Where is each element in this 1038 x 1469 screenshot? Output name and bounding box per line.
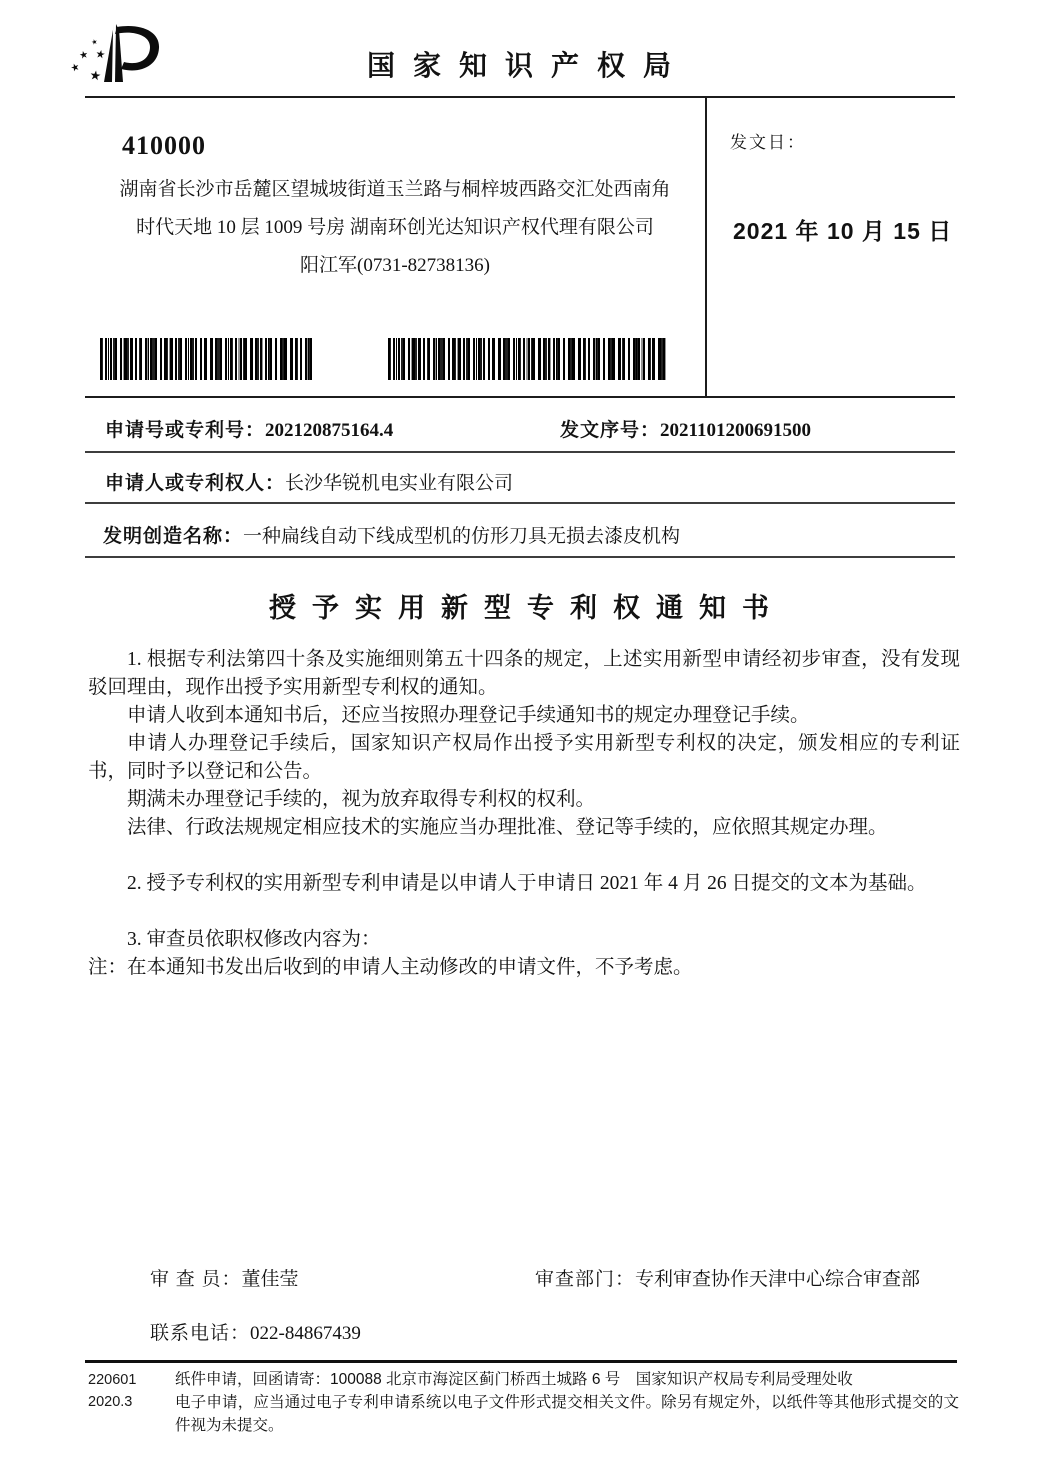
issue-date-label: 发文日： (730, 133, 806, 152)
body-paragraph-6: 2. 授予专利权的实用新型专利申请是以申请人于申请日 2021 年 4 月 26 日提交的文本为基础。 (127, 873, 927, 894)
address-line-1: 湖南省长沙市岳麓区望城坡街道玉兰路与桐梓坡西路交汇处西南角 (119, 179, 671, 200)
application-number-field (105, 415, 393, 442)
contact-phone-field (150, 1318, 361, 1345)
body-paragraph-7: 3. 审查员依职权修改内容为： (127, 929, 381, 950)
invention-title-value: 一种扁线自动下线成型机的仿形刀具无损去漆皮机构 (243, 526, 681, 547)
row-divider (85, 502, 955, 504)
department-label: 审查部门： (535, 1269, 636, 1290)
date-box-left-border (705, 96, 707, 398)
document-title: 授予实用新型专利权通知书 (269, 593, 785, 623)
body-paragraph-3: 申请人办理登记手续后，国家知识产权局作出授予实用新型专利权的决定，颁发相应的专利证书，同时予以登记和公告。 (88, 733, 960, 782)
applicant-field (105, 468, 513, 495)
footer-line-1: 纸件申请，回函请寄：100088 北京市海淀区蓟门桥西土城路 6 号 国家知识产权局专利局受理处收 (175, 1371, 853, 1388)
recipient-block (95, 131, 695, 277)
department-field (535, 1264, 920, 1291)
body-note: 注：在本通知书发出后收到的申请人主动修改的申请文件，不予考虑。 (88, 957, 693, 978)
address-section-divider (85, 396, 955, 398)
contact-phone-label: 联系电话： (150, 1323, 251, 1344)
invention-title-field (103, 521, 680, 548)
contact-phone-value: 022-84867439 (250, 1323, 361, 1344)
issue-date-value: 2021 年 10 月 15 日 (733, 218, 953, 244)
examiner-name: 董佳莹 (241, 1269, 299, 1290)
body-paragraph-1: 1. 根据专利法第四十条及实施细则第五十四条的规定，上述实用新型申请经初步审查，没有发现驳回理由，现作出授予实用新型专利权的通知。 (88, 649, 960, 698)
body-paragraph-4: 期满未办理登记手续的，视为放弃取得专利权的权利。 (127, 789, 596, 810)
serial-number-field (560, 415, 811, 442)
form-version: 2020.3 (88, 1394, 133, 1410)
agency-title: 国家知识产权局 (366, 50, 689, 81)
svg-text:★: ★ (90, 37, 99, 47)
application-number-label: 申请号或专利号： (105, 420, 266, 441)
postal-code: 410000 (122, 131, 206, 160)
address-line-2: 时代天地 10 层 1009 号房 湖南环创光达知识产权代理有限公司 (136, 217, 654, 238)
serial-number-value: 2021101200691500 (660, 420, 811, 441)
barcode-application-number (100, 338, 312, 380)
header-divider (85, 96, 955, 98)
notice-body (88, 646, 960, 982)
barcode-serial-number (388, 338, 666, 380)
applicant-value: 长沙华锐机电实业有限公司 (285, 473, 514, 494)
svg-text:★: ★ (88, 67, 103, 84)
footer-line-2: 电子申请，应当通过电子专利申请系统以电子文件形式提交相关文件。除另有规定外，以纸件等其他形式提交的文件视为未提交。 (175, 1394, 959, 1434)
svg-text:★: ★ (94, 48, 107, 62)
examiner-label: 审 查 员： (150, 1269, 242, 1290)
body-paragraph-5: 法律、行政法规规定相应技术的实施应当办理批准、登记等手续的，应依照其规定办理。 (127, 817, 888, 838)
row-divider (85, 451, 955, 453)
applicant-label: 申请人或专利权人： (105, 473, 286, 494)
form-code: 220601 (88, 1372, 137, 1388)
svg-text:★: ★ (78, 49, 90, 62)
footer-divider (85, 1360, 957, 1363)
body-paragraph-2: 申请人收到本通知书后，还应当按照办理登记手续通知书的规定办理登记手续。 (127, 705, 810, 726)
svg-text:★: ★ (69, 61, 82, 75)
form-code-block (88, 1369, 168, 1413)
footer-instructions (175, 1368, 959, 1437)
row-divider (85, 556, 955, 558)
invention-title-label: 发明创造名称： (103, 526, 244, 547)
examiner-field (150, 1264, 299, 1291)
application-number-value: 202120875164.4 (265, 420, 394, 441)
department-name: 专利审查协作天津中心综合审查部 (635, 1269, 921, 1290)
address-line-3: 阳江军(0731-82738136) (300, 255, 490, 276)
serial-number-label: 发文序号： (560, 420, 661, 441)
